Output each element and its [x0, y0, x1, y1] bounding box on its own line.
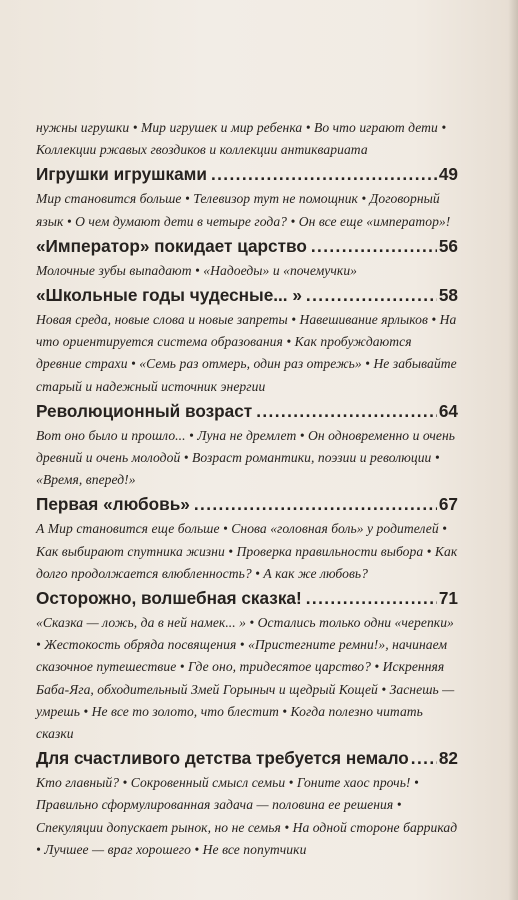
page-number: 56: [438, 235, 458, 256]
page-number: 49: [438, 164, 458, 185]
toc-entry-chapter-6: [36, 585, 458, 612]
chapter-title: Революционный возраст: [36, 400, 253, 421]
toc-entry-chapter-5: [36, 491, 458, 518]
chapter-title: «Школьные годы чудесные... »: [36, 285, 302, 306]
chapter-description: Мир становится больше • Телевизор тут не помощник • Договорный язык • О чем думают дети в четыре года? • Он все еще «император»!: [36, 191, 451, 229]
table-of-contents: [36, 117, 458, 861]
page-edge-shadow: [508, 0, 518, 900]
dot-leader: [256, 398, 437, 425]
chapter-description: А Мир становится еще больше • Снова «головная боль» у родителей • Как выбирают спутника жизни • Проверка правильности выбора • Как долго продолжается влюбленность? • А как же любовь?: [36, 521, 458, 581]
chapter-title: «Император» покидает царство: [36, 235, 307, 256]
chapter-title: Первая «любовь»: [36, 494, 190, 515]
toc-entry-chapter-1: [36, 161, 458, 188]
chapter-title: Для счастливого детства требуется немало: [36, 748, 409, 769]
dot-leader: [311, 233, 437, 260]
page-number: 82: [438, 748, 458, 769]
chapter-title: Игрушки игрушками: [36, 164, 207, 185]
toc-entry-chapter-7: [36, 745, 458, 772]
toc-entry-chapter-3: [36, 282, 458, 309]
dot-leader: [194, 491, 437, 518]
intro-description: нужны игрушки • Мир игрушек и мир ребенка • Во что играют дети • Коллекции ржавых гвоздиков и коллекции антиквариата: [36, 120, 447, 158]
toc-entry-chapter-4: [36, 398, 458, 425]
dot-leader: [411, 745, 437, 772]
chapter-description: Новая среда, новые слова и новые запреты • Навешивание ярлыков • На что ориентируется система образования • Как пробуждаются древние страхи • «Семь раз отмерь, один раз отрежь» • Не забывайте старый и надежный источник энергии: [36, 312, 457, 394]
page-number: 64: [438, 400, 458, 421]
chapter-description: Вот оно было и прошло... • Луна не дремлет • Он одновременно и очень древний и очень молодой • Возраст романтики, поэзии и революции • «Время, вперед!»: [36, 427, 456, 488]
chapter-description: Кто главный? • Сокровенный смысл семьи • Гоните хаос прочь! • Правильно сформулированная задача — половина ее решения • Спекуляции допускает рынок, но не семья • На одной стороне баррикад • Лучшее — враг хорошего • Не все попутчики: [36, 775, 458, 857]
chapter-description: «Сказка — ложь, да в ней намек... » • Остались только одни «черепки» • Жестокость обряда посвящения • «Пристегните ремни!», начинаем сказочное путешествие • Где оно, тридесятое царство? • Искренняя Баба-Яга, обходительный Змей Горыныч и щедрый Кощей • Заснешь — умрешь • Не все то золото, что блестит • Когда полезно читать сказки: [36, 615, 455, 742]
page-number: 58: [438, 285, 458, 306]
dot-leader: [306, 585, 437, 612]
page-number: 71: [438, 588, 458, 609]
dot-leader: [306, 282, 437, 309]
chapter-title: Осторожно, волшебная сказка!: [36, 588, 302, 609]
dot-leader: [211, 161, 437, 188]
page-number: 67: [438, 494, 458, 515]
toc-entry-chapter-2: [36, 233, 458, 260]
chapter-description: Молочные зубы выпадают • «Надоеды» и «почемучки»: [36, 262, 358, 278]
